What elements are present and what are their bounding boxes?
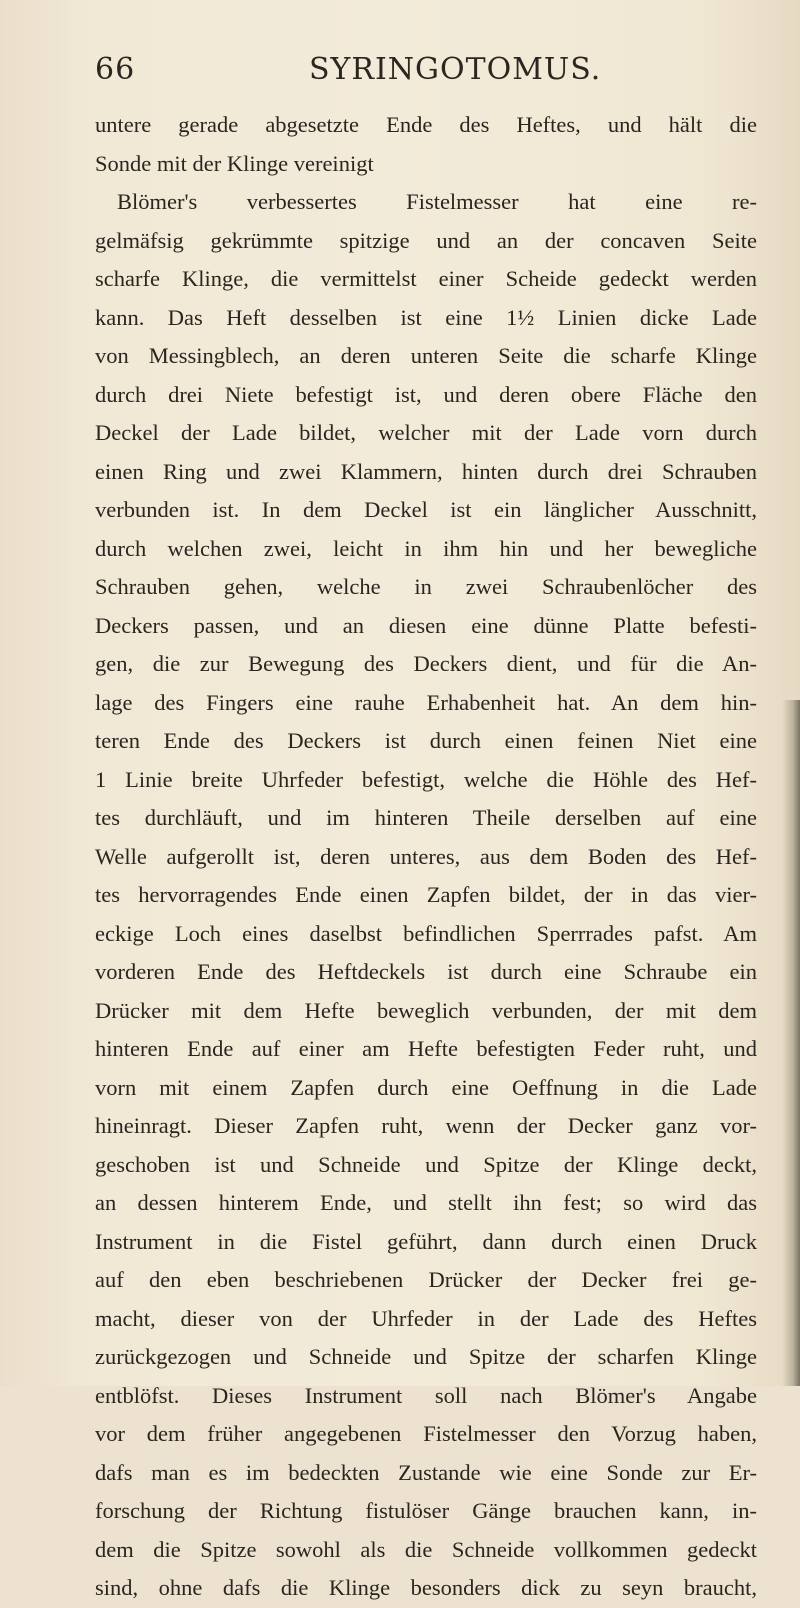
text-line: an dessen hinterem Ende, und stellt ihn fest; so wird das bbox=[95, 1190, 757, 1215]
text-line: vorderen Ende des Heftdeckels ist durch eine Schraube ein bbox=[95, 959, 757, 984]
text-line: Sonde mit der Klinge vereinigt bbox=[95, 150, 374, 176]
text-line: lage des Fingers eine rauhe Erhabenheit hat. An dem hin- bbox=[95, 689, 757, 715]
text-line: dem die Spitze sowohl als die Schneide vollkommen gedeckt bbox=[95, 1536, 757, 1562]
text-line: Instrument in die Fistel geführt, dann durch einen Druck bbox=[95, 1228, 757, 1254]
body-text bbox=[95, 106, 757, 1608]
text-line: vor dem früher angegebenen Fistelmesser den Vorzug haben, bbox=[95, 1421, 757, 1446]
text-line: Drücker mit dem Hefte beweglich verbunden, der mit dem bbox=[95, 997, 757, 1023]
text-line: geschoben ist und Schneide und Spitze der Klinge deckt, bbox=[95, 1151, 757, 1177]
text-line: forschung der Richtung fistulöser Gänge brauchen kann, in- bbox=[95, 1498, 757, 1523]
page-header bbox=[95, 52, 755, 92]
text-line: verbunden ist. In dem Deckel ist ein länglicher Ausschnitt, bbox=[95, 497, 757, 522]
text-line: von Messingblech, an deren unteren Seite die scharfe Klinge bbox=[95, 343, 757, 368]
text-line: gen, die zur Bewegung des Deckers dient, und für die An- bbox=[95, 651, 757, 676]
text-line: scharfe Klinge, die vermittelst einer Scheide gedeckt werden bbox=[95, 266, 757, 291]
text-line: sind, ohne dafs die Klinge besonders dick zu seyn braucht, bbox=[95, 1575, 757, 1600]
text-line: gelmäfsig gekrümmte spitzige und an der concaven Seite bbox=[95, 227, 757, 253]
text-line: hineinragt. Dieser Zapfen ruht, wenn der Decker ganz vor- bbox=[95, 1113, 757, 1138]
text-line: Deckel der Lade bildet, welcher mit der Lade vorn durch bbox=[95, 420, 757, 445]
text-line: zurückgezogen und Schneide und Spitze der scharfen Klinge bbox=[95, 1344, 757, 1369]
text-line: Deckers passen, und an diesen eine dünne Platte befesti- bbox=[95, 612, 757, 638]
text-line: eckige Loch eines daselbst befindlichen Sperrrades pafst. Am bbox=[95, 920, 757, 946]
text-line: einen Ring und zwei Klammern, hinten durch drei Schrauben bbox=[95, 458, 757, 484]
text-line: auf den eben beschriebenen Drücker der Decker frei ge- bbox=[95, 1267, 757, 1292]
text-line: entblöfst. Dieses Instrument soll nach Blömer's Angabe bbox=[95, 1382, 757, 1408]
text-line: vorn mit einem Zapfen durch eine Oeffnung in die Lade bbox=[95, 1074, 757, 1100]
text-line: Blömer's verbessertes Fistelmesser hat eine re- bbox=[117, 189, 757, 214]
text-line: durch drei Niete befestigt ist, und deren obere Fläche den bbox=[95, 381, 757, 407]
text-line: tes hervorragendes Ende einen Zapfen bildet, der in das vier- bbox=[95, 882, 757, 907]
page-edge-shadow bbox=[782, 700, 800, 1386]
text-line: tes durchläuft, und im hinteren Theile derselben auf eine bbox=[95, 805, 757, 830]
text-line: macht, dieser von der Uhrfeder in der Lade des Heftes bbox=[95, 1305, 757, 1331]
text-line: durch welchen zwei, leicht in ihm hin und her bewegliche bbox=[95, 535, 757, 561]
running-title: SYRINGOTOMUS. bbox=[309, 52, 602, 87]
text-line: 1 Linie breite Uhrfeder befestigt, welche die Höhle des Hef- bbox=[95, 766, 757, 792]
text-line: untere gerade abgesetzte Ende des Heftes, und hält die bbox=[95, 112, 757, 137]
text-line: hinteren Ende auf einer am Hefte befestigten Feder ruht, und bbox=[95, 1036, 757, 1061]
page-number: 66 bbox=[95, 52, 136, 87]
text-line: Welle aufgerollt ist, deren unteres, aus dem Boden des Hef- bbox=[95, 843, 757, 869]
text-line: dafs man es im bedeckten Zustande wie eine Sonde zur Er- bbox=[95, 1459, 757, 1485]
text-line: kann. Das Heft desselben ist eine 1½ Linien dicke Lade bbox=[95, 304, 757, 330]
text-line: Schrauben gehen, welche in zwei Schraubenlöcher des bbox=[95, 574, 757, 599]
text-line: teren Ende des Deckers ist durch einen feinen Niet eine bbox=[95, 728, 757, 753]
